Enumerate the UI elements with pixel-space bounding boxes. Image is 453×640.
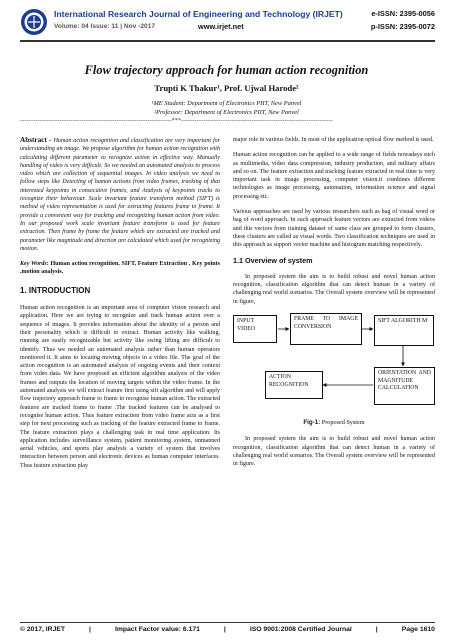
- p-issn: p-ISSN: 2395-0072: [370, 22, 435, 31]
- keywords-text: : Human action recognition, SIFT, Feature Extraction , Key points ,motion analysis.: [20, 261, 220, 276]
- irjet-logo: [20, 8, 48, 36]
- abstract: [20, 136, 220, 253]
- box-orientation-magnitude: ORIENTATION AND MAGNITUDE CALCULATION: [374, 367, 435, 405]
- paper-authors: Trupti K Thakur¹, Prof. Ujwal Harode²: [154, 83, 299, 93]
- affiliation-2: ²Professor: Department of Electronics PIIT, New Panvel: [154, 109, 299, 116]
- intro-paragraph: Human action recognition is an important area of computer vision research and application. Here we are trying to recognize and track human action over a sequence of images. It provides information about the identity of a person and their personality which is difficult to extract. Human activity like walking, running are easily recognizable but activity like swing lifting are difficult to identify. Thus we needed an automated analysis rather than human operators monitored it. It aims to locating moving objects in a video file. The goal of the action recognition is an automated analysis of ongoing events and their context from video data. We have proposed an efficient algorithm analysis of the video frames and outputs the location of moving targets within the video frame. In the automated analysis we will extract feature first using sift algorithm and will apply flow trajectory approach frame to frame to recognise human action. The extracted features are tracked frame to frame .The tracked features can be analysed to recognise human action. Thus feature extraction from video frame acts as a first step for next processing such as tracking of the feature extracted frame to frame. The feature extraction plays a challenging task in real time application. Its application includes surveillance system, patient monitoring system, unmanned aerial vehicles, and sports play analysis a variety of system that involves interaction between person and electronic devices as human computer interfaces. Thus feature extraction play: [20, 305, 220, 469]
- paragraph-optical-flow: major role in various fields. In most of the application optical flow method is used.: [233, 137, 434, 143]
- paragraph-approaches: Various approaches are used by various researchers such as bag of visual word or bag of word approach. In such approach feature vectors are extracted from videos and this vectors from training dataset of same class are grouped to form clusters, these clusters are called as visual words. Two classification techniques are used in this approach as support vector machine and histogram matching respectively.: [233, 209, 435, 249]
- affiliation-1: ¹ME Student: Department of Electronics PIIT, New Panvel: [151, 100, 302, 107]
- abstract-text: Human action recognition and classification are very important for understanding an image. We propose algorithm for human action recognition with calculating different parameter to recognize action in effective way. Manually handling of video is very difficult. So we needed an automated analysis to process video which are collection of sequential images. In video analysis we need to follow steps like Detecting of human actions from video frames, tracking of that interested keypoints in consecutive frames, and Analysis of keypoints tracks to recognize their behaviour. Scale invariant feature transform method (SIFT) is method of video representation is used for extracting features frame to frame. It provide a convenient way for tracking and recognizing human action from video. In our proposed work scale invariant feature transform is used for feature extraction. Then frame by frame the feature which are extracted are tracked and parameter like magnitude and direction are calculated which used for recognizing motion.: [20, 138, 220, 252]
- box-action-recognition: ACTION RECOGNITION: [265, 371, 323, 399]
- figure-caption: [233, 419, 435, 427]
- journal-header: [20, 8, 435, 40]
- figure-caption-text: Proposed System: [320, 419, 365, 427]
- paragraph-overview-repeat: In proposed system the aim is to build robust and novel human action recognition, classification algorithm that can detect human in a variety of challenging real world scenarios. The Overall system overview will be represented in figure.: [233, 436, 435, 468]
- header-divider: [20, 40, 435, 42]
- intro-heading: 1. INTRODUCTION: [20, 285, 91, 295]
- e-issn: e-ISSN: 2395-0056: [371, 9, 435, 18]
- footer-page-number: Page 1610: [401, 626, 435, 633]
- paragraph-applications: Human action recognition can be applied to a wide range of fields nowadays such as multimedia, video data compression, industry production, and military affairs and so on. The feature extraction and tracking feature extracted in real time is very important task in image processing, computer vision.it combines different technologies as image processing, automation, information science and signal processing etc.: [233, 152, 435, 200]
- overview-heading: 1.1 Overview of system: [233, 255, 313, 265]
- footer-sep-2: |: [223, 626, 226, 633]
- journal-title: International Research Journal of Engineering and Technology (IRJET): [54, 9, 343, 19]
- footer-sep-3: |: [375, 626, 378, 633]
- paragraph-overview: In proposed system the aim is to build robust and novel human action recognition, classification algorithm that can detect human in a variety of challenging real world scenarios. The Overall system overview will be represented in figure,: [233, 273, 435, 305]
- left-column: [20, 136, 220, 477]
- footer-impact-factor: Impact Factor value: 6.171: [114, 626, 200, 633]
- volume-issue: Volume: 04 Issue: 11 | Nov -2017: [54, 23, 156, 30]
- footer-iso: ISO 9001:2008 Certified Journal: [249, 626, 352, 633]
- box-sift-algorithm: SIFT ALGORITH M: [374, 315, 434, 346]
- paper-title: Flow trajectory approach for human action recognition: [84, 63, 369, 77]
- footer-sep-1: |: [89, 626, 91, 633]
- footer-copyright: © 2017, IRJET: [20, 626, 66, 633]
- system-diagram: [233, 313, 435, 413]
- keywords: [20, 260, 220, 277]
- footer-divider: [20, 622, 435, 623]
- journal-website-link[interactable]: www.irjet.net: [198, 22, 244, 31]
- page-footer: [20, 626, 435, 633]
- box-input-video: INPUT VIDEO: [233, 315, 277, 343]
- abstract-label: Abstract -: [20, 136, 54, 144]
- section-separator: ---------------------------------------------------------------------***---------------------------------------------------------------------: [20, 118, 333, 124]
- right-column: [233, 136, 435, 476]
- figure-caption-label: Fig-1:: [303, 419, 321, 427]
- box-frame-to-image: FRAME TO IMAGE CONVERSION: [290, 313, 362, 345]
- keywords-label: Key Words: [20, 261, 47, 268]
